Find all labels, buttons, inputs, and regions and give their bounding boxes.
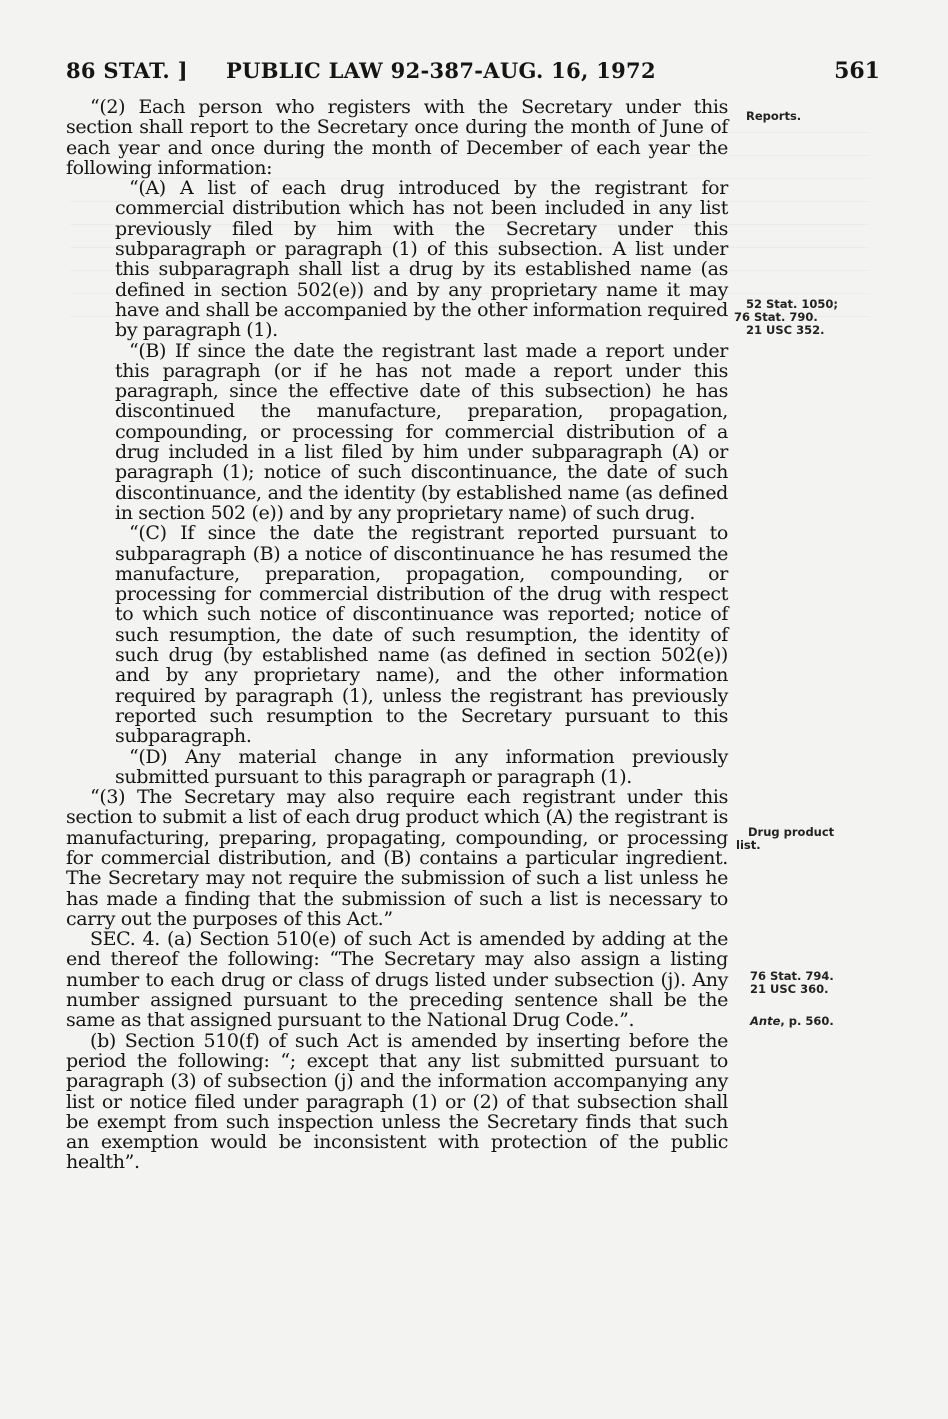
subparagraph-a: “(A) A list of each drug introduced by the registrant for commercial distribution which has not been included in any list previously filed by him with the Secretary under this subparagraph or paragraph (1) of this subsection. A list under this subparagraph shall list a drug by its established name (as defined in section 502(e)) and by any proprietary name it may have and shall be accompanied by the other information required by paragraph (1). [115,177,728,342]
margin-note-ante [750,1015,834,1028]
margin-citation-line: 76 Stat. 790. [734,310,818,324]
section-4-a: SEC. 4. (a) Section 510(e) of such Act is amended by adding at the end thereof the following: “The Secretary may also assign a listing number to each drug or class of drugs listed under subsection (j). Any number assigned pursuant to the preceding sentence shall be the same as that assigned pursuant to the National Drug Code.”. [66,928,728,1032]
main-text [66,97,728,1173]
margin-citation-line: 21 USC 360. [750,982,829,996]
paragraph-3: “(3) The Secretary may also require each registrant under this section to submit a list of each drug product which (A) the registrant is manufacturing, preparing, propagating, compounding, or processing for commercial distribution, and (B) contains a particular ingredient. The Secretary may not require the submission of such a list unless he has made a finding that the submission of such a list is necessary to carry out the purposes of this Act.” [66,786,728,930]
header-title: PUBLIC LAW 92-387-AUG. 16, 1972 [226,58,656,83]
margin-citation-line: 21 USC 352. [746,323,825,337]
header-stat-reference: 86 STAT. ] [66,58,188,83]
margin-note-drug-product: Drug product [748,825,835,839]
section-4-b: (b) Section 510(f) of such Act is amended by inserting before the period the following: “; except that any list submitted pursuant to paragraph (3) of subsection (j) and the information accompanying any list or notice filed under paragraph (1) or (2) of that subsection shall be exempt from such inspection unless the Secretary finds that such an exemption would be inconsistent with protection of the public health”. [66,1029,728,1174]
margin-citation-line: 52 Stat. 1050; [746,297,839,311]
subparagraph-d: “(D) Any material change in any information previously submitted pursuant to this paragraph or paragraph (1). [115,745,728,788]
margin-citation-line: 76 Stat. 794. [750,969,834,983]
page-number: 561 [834,58,880,84]
subparagraph-b: “(B) If since the date the registrant last made a report under this paragraph (or if he has not made a report under this paragraph, since the effective date of this subsection) he has discontinued the manufacture, preparation, propagation, compounding, or processing for commercial distribution of a drug included in a list filed by him under subparagraph (A) or paragraph (1); notice of such discontinuance, the date of such discontinuance, and the identity (by established name (as defined in section 502 (e)) and by any proprietary name) of such drug. [115,339,728,524]
margin-note-drug-product: list. [736,838,761,852]
subparagraph-c: “(C) If since the date the registrant reported pursuant to subparagraph (B) a notice of discontinuance he has resumed the manufacture, preparation, propagation, compounding, or processing for commercial distribution of the drug with respect to which such notice of discontinuance was reported; notice of such resumption, the date of such resumption, the identity of such drug (by established name (as defined in section 502(e)) and by any proprietary name), and the other information required by paragraph (1), unless the registrant has previously reported such resumption to the Secretary pursuant to this subparagraph. [115,522,728,748]
ante-page-ref: , p. 560. [780,1014,834,1028]
ante-italic-text: Ante [750,1014,781,1028]
margin-note-reports: Reports. [746,109,802,123]
page-header [66,58,880,86]
paragraph-2: “(2) Each person who registers with the Secretary under this section shall report to the Secretary once during the month of June of each year and once during the month of December of each year the following information: [66,96,728,179]
